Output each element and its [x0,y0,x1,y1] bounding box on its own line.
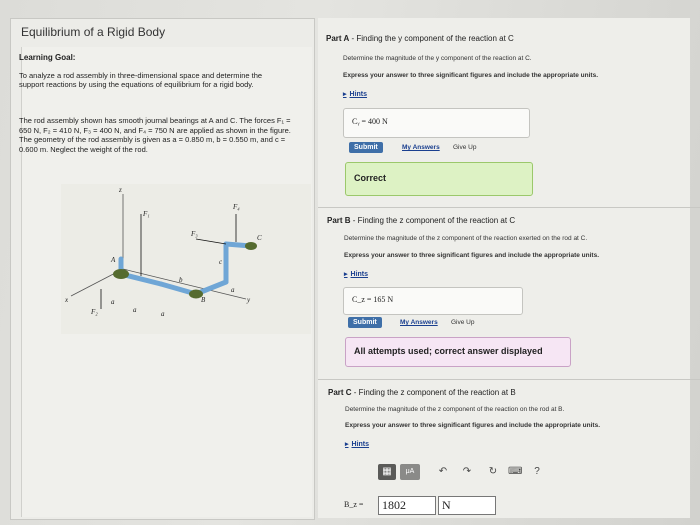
part-b-answer-field[interactable] [343,287,523,315]
point-a-label: A [111,256,116,264]
part-a-give-up-link[interactable]: Give Up [453,144,477,151]
x-axis-label: x [65,296,69,304]
bearing-a [113,269,129,279]
part-a-heading: Part A - Finding the y component of the reaction at C [326,34,514,43]
bearing-c [245,242,257,250]
part-c-variable-label: B_z = [344,500,364,509]
part-b-heading: Part B - Finding the z component of the reaction at C [327,216,516,225]
f1-label: F₁ [143,210,150,218]
dim-a-2: a [133,306,137,314]
dim-a-4: a [231,286,235,294]
part-a-answer-value: Cᵧ = 400 N [352,117,388,126]
dim-c: c [219,258,223,266]
point-c-label: C [257,234,262,242]
f3-label: F₃ [191,230,198,238]
part-c-value-input[interactable]: 1802 [378,496,436,515]
dim-a-1: a [111,298,115,306]
part-a-my-answers-link[interactable]: My Answers [402,144,440,151]
part-b-answer-value: C_z = 165 N [352,295,394,304]
part-b-instruction: Express your answer to three significant figures and include the appropriate units. [344,252,599,259]
part-a-prompt: Determine the magnitude of the y component of the reaction at C. [343,55,532,62]
part-a-answer-field[interactable] [343,108,530,138]
page-title: Equilibrium of a Rigid Body [21,25,166,39]
units-button[interactable]: μA [400,464,420,480]
learning-goal-label: Learning Goal: [19,53,76,62]
divider [318,379,700,380]
y-axis-label: y [247,296,251,304]
part-b-submit-button[interactable]: Submit [348,317,382,328]
part-c-heading: Part C - Finding the z component of the reaction at B [328,388,516,397]
part-c-prompt: Determine the magnitude of the z component of the reaction on the rod at B. [345,406,565,413]
part-a-submit-button[interactable]: Submit [349,142,383,153]
f4-label: F₄ [233,203,240,211]
part-b-result-attempts-used: All attempts used; correct answer displayed [345,337,571,367]
learning-goal-text: To analyze a rod assembly in three-dimensional space and determine the support reactions by using the equations of equilibrium for a rigid body. [19,71,263,89]
part-c-unit-input[interactable]: N [438,496,496,515]
redo-icon[interactable]: ↷ [462,466,472,477]
part-a-hints-link[interactable]: ▸ Hints [343,91,368,98]
part-b-hints-link[interactable]: ▸ Hints [344,271,369,278]
problem-statement: The rod assembly shown has smooth journal bearings at A and C. The forces F₁ = 650 N, F₂ = 410 N, F₃ = 400 N, and F₄ = 750 N are applied as shown in the figure. The geometry of the rod assembly is given as a = 0.850 m, b = 0.550 m, and c = 0.600 m. Neglect the weight of the rod. [19,116,291,154]
rod-assembly-figure [61,184,311,334]
undo-icon[interactable]: ↶ [438,466,448,477]
part-b-prompt: Determine the magnitude of the z component of the reaction exerted on the rod at C. [344,235,588,242]
dim-b: b [179,276,183,284]
template-icon[interactable]: ▦ [378,464,396,480]
help-icon[interactable]: ? [534,466,540,477]
part-a-result-correct: Correct [345,162,533,196]
rod-assembly-diagram [61,184,311,334]
part-b-my-answers-link[interactable]: My Answers [400,319,438,326]
keyboard-icon[interactable]: ⌨ [508,466,523,477]
f2-label: F₂ [91,308,98,316]
part-c-hints-link[interactable]: ▸ Hints [345,441,370,448]
point-b-label: B [201,296,206,304]
dim-a-3: a [161,310,165,318]
part-a-instruction: Express your answer to three significant figures and include the appropriate units. [343,72,598,79]
reset-icon[interactable]: ↻ [488,466,498,477]
answer-panel [318,18,690,518]
problem-panel [10,18,315,520]
divider [318,207,700,208]
z-axis-label: z [119,186,122,194]
part-c-instruction: Express your answer to three significant figures and include the appropriate units. [345,422,600,429]
equation-toolbar [378,462,558,482]
part-b-give-up-link[interactable]: Give Up [451,319,475,326]
